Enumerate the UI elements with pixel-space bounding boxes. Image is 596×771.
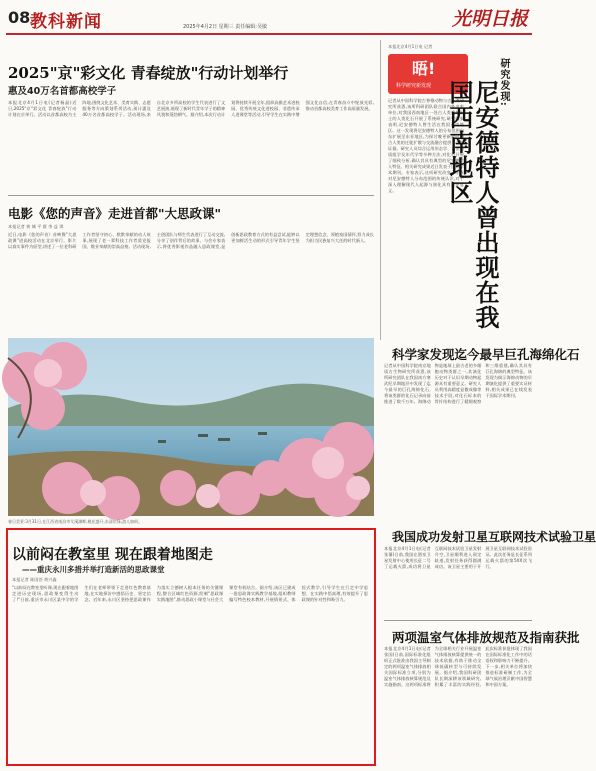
column-divider bbox=[380, 40, 381, 340]
article6-headline: 两项温室气体排放规范及指南获批 bbox=[392, 630, 580, 645]
date-line: 2025年4月2日 星期三 责任编辑:吴敏 bbox=[183, 24, 267, 30]
article6-body: 本报北京4月1日电(记者张国)日前,国际标准化组织正式批准由我国主导制定的两项温室气体排放相关国际标准立项,分别为温室气体排放核算规范及实施指南。这两项标准将为全球相关行业开展温室气体排放核算提供统一的技术依据,有助于推动全球低碳转型与可持续发展。据介绍,我国科研团队长期深耕该领域研究,积累了丰富的实践经验,此次标准获批体现了我国在国际标准化工作中的话语权和影响力不断提升。下一步,相关单位将加快推进标准研制工作,为全球气候治理贡献中国智慧和中国方案。 bbox=[384, 646, 532, 687]
masthead-rule bbox=[6, 33, 532, 35]
photo-illustration bbox=[8, 338, 374, 516]
divider bbox=[8, 195, 374, 196]
article3-headline: 科学家发现迄今最早巨孔海绵化石 bbox=[392, 347, 580, 362]
highlighted-article-box bbox=[6, 528, 376, 766]
feature-block bbox=[384, 40, 532, 340]
feature-badge-subtitle: 科学研究新发现 bbox=[396, 83, 432, 89]
feature-kicker: 研究发现: bbox=[498, 58, 509, 107]
feature-byline: 本报北京4月1日电 记者 bbox=[388, 44, 433, 49]
feature-badge-text: 晤! bbox=[412, 59, 436, 78]
article4-body: "以前闷在教室里听课,现在跟着地图走进历史现场,思政课变得生动了!"日前,重庆市永川区某中学的学生们在老师带领下走进红色教育基地,在实地探访中感悟历史、坚定信念。近年来,永川区坚持把思政课作为落实立德树人根本任务的关键课程,整合区域红色资源,绘制"思政课实践地图",推动思政小课堂与社会大课堂有机结合。据介绍,该区已建成一批思政课实践教学基地,组织教师编写特色校本教材,开展情景式、体验式教学,引导学生在行走中学思想、在实践中悟真理,有效提升了思政课的针对性和吸引力。 bbox=[12, 585, 368, 602]
article4-byline: 本报记者 陈国荟 黄兴鑫 bbox=[12, 577, 57, 582]
divider bbox=[384, 620, 532, 621]
article3-body: 记者从中国科学院南京地质古生物研究所获悉,该所研究团队在我国南方寒武纪早期地层中发现了迄今最早的巨孔海绵化石,将该类群的化石记录向前推进了数千万年。海绵动物是地球上最古老的多细胞动物类群之一,其演化历史对于认识早期动物起源具有重要意义。研究人员利用高精度显微成像等技术手段,对化石标本的骨针结构进行了精细观察和三维重建,确认其具有巨孔海绵的典型特征。该发现为揭示海绵动物的早期演化提供了重要实证材料,相关成果已在线发表于国际学术期刊。 bbox=[384, 363, 532, 404]
section-title: 教科新闻 bbox=[30, 12, 102, 32]
article4-subhead: ——重庆永川多措并举打造新活的思政课堂 bbox=[22, 565, 165, 574]
masthead bbox=[0, 0, 538, 34]
feature-body: 记者从中国科学院古脊椎动物与古人类研究所获悉,该所科研团队联合国内外多家单位,对我国西南地区一处古人类遗址出土的人类化石开展了系统研究,研究结果表明,尼安德特人曾生活在我国西南地区。这一发现将尼安德特人的分布范围向东扩展至东亚地区,为探讨晚更新世时期古人类的迁徙扩散与交流融合提供了关键证据。研究人员综合运用形态学、古蛋白质组学及年代学等多种方法,对化石开展了细致分析,确认其具有典型的尼安德特人特征。相关研究成果近日发表于国际学术期刊。专家表示,这项研究改变了学界对尼安德特人分布范围的传统认识,对于深入理解现代人起源与演化具有重要意义。 bbox=[388, 98, 464, 193]
article2-headline: 电影《您的声音》走进首都"大思政课" bbox=[8, 206, 222, 221]
article1-body: 本报北京4月1日电(记者杨晶)近日,2025"京"彩文化 青春绽放"行动计划在京举行。活动以首都高校为主阵地,围绕文化艺术、美育实践、志愿服务等方向策划系列活动,预计惠及40万名首都高校学子。活动现场,来自北京多所高校的学生代表进行了文艺展演,展现了新时代青年学子的精神风貌和蓬勃朝气。据介绍,本次行动计划将持续开展全年,组织高雅艺术进校园、优秀传统文化进校园、非遗传承人进课堂等活动,引导学生在实践中增强文化自信,在青春奋斗中绽放光彩,推动首都高校美育工作高质量发展。 bbox=[8, 100, 374, 117]
article5-headline: 我国成功发射卫星互联网技术试验卫星 bbox=[392, 530, 596, 544]
article4-headline: 以前闷在教室里 现在跟着地图走 bbox=[12, 547, 213, 563]
article2-byline: 本报记者 黄 城 平 群 李 益 琪 bbox=[8, 224, 64, 229]
photo-caption: 春日美景:3月31日,在江西省南昌市艾溪湖畔,桃花盛开,水清岸绿,游人如织。 bbox=[8, 519, 143, 524]
article1-subhead: 惠及40万名首都高校学子 bbox=[8, 86, 117, 97]
peach-blossom-lake-photo bbox=[8, 338, 374, 516]
article1-headline: 2025"京"彩文化 青春绽放"行动计划举行 bbox=[8, 64, 289, 82]
newspaper-logo: 光明日报 bbox=[451, 8, 528, 30]
page-number: 08 bbox=[8, 8, 31, 27]
article2-body: 近日,电影《您的声音》首映暨"大思政课"进高校活动在北京举行。影片以真实事件为原型,讲述了一位老科研工作者坚守初心、默默奉献的动人故事,展现了老一辈科技工作者爱党报国、敬业奉献的崇高品格。活动现场,主创团队与师生代表进行了互动交流,分享了创作背后的故事。与会专家表示,将优秀影视作品融入思政课堂,是创新思政教育方式的有益尝试,能够以更加鲜活生动的形式引导青年学生坚定理想信念、厚植家国情怀,努力成长为担当民族复兴大任的时代新人。 bbox=[8, 232, 374, 249]
article5-body: 本报北京4月1日电(记者张蕃)日前,我国在酒泉卫星发射中心使用长征二号丁运载火箭,成功将卫星互联网技术试验卫星发射升空,卫星顺利进入预定轨道,发射任务获得圆满成功。该卫星主要用于开展卫星互联网技术试验验证。此次任务是长征系列运载火箭的第5XX次飞行。 bbox=[384, 546, 532, 569]
feature-title: 尼安德特人曾出现在我国西南地区 bbox=[445, 80, 500, 330]
